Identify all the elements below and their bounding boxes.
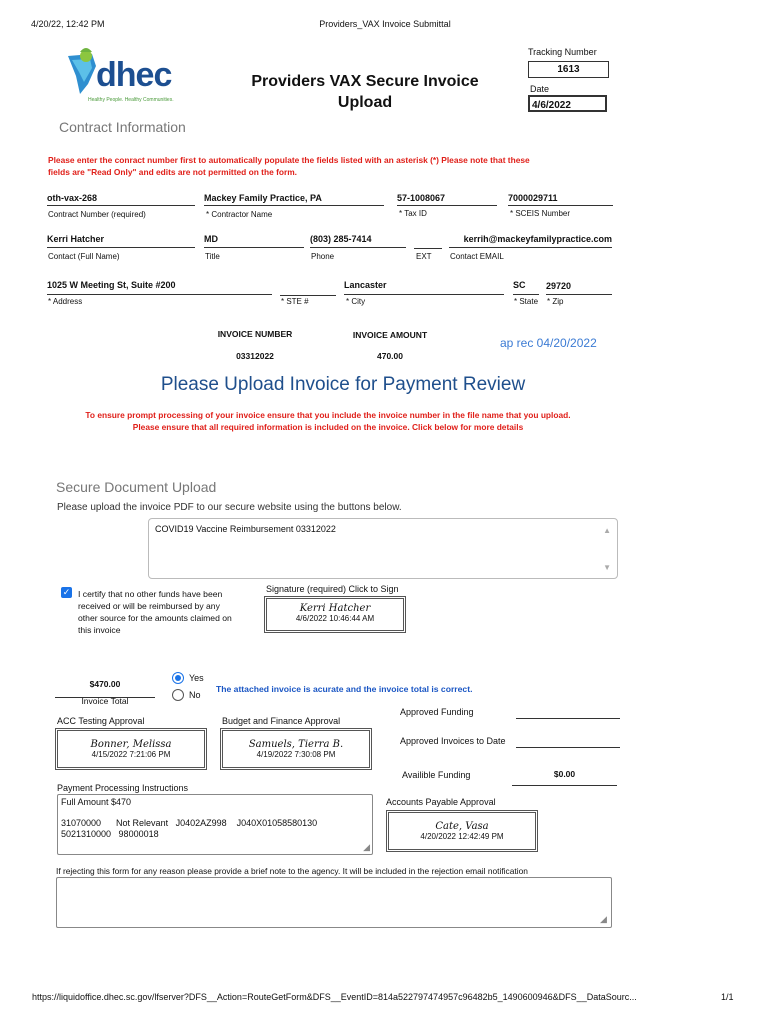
invoice-total-label: Invoice Total xyxy=(81,696,129,706)
no-radio[interactable] xyxy=(172,689,184,701)
rejection-resize-icon[interactable]: ◢ xyxy=(600,914,607,924)
acc-approval-box[interactable] xyxy=(55,728,207,770)
yes-radio[interactable] xyxy=(172,672,184,684)
payment-instructions-field[interactable]: Full Amount $470 31070000 Not Relevant J0402AZ998 J040X01058580130 5021310000 98000018 ◢ xyxy=(57,794,373,855)
approved-invoices-label: Approved Invoices to Date xyxy=(400,736,506,746)
signature-date: 4/6/2022 10:46:44 AM xyxy=(295,614,375,623)
contact-label: Contact (Full Name) xyxy=(48,252,120,261)
logo-wordmark: dhec xyxy=(96,56,172,94)
tax-id-field: 57-1008067 xyxy=(397,193,497,206)
scroll-up-icon[interactable]: ▲ xyxy=(603,526,611,535)
acc-approval-label: ACC Testing Approval xyxy=(57,716,145,726)
invoice-amount-label: INVOICE AMOUNT xyxy=(352,330,428,340)
state-field: SC xyxy=(513,280,539,295)
invoice-total-field: $470.00 xyxy=(55,679,155,698)
ext-label: EXT xyxy=(416,252,432,261)
signature-label: Signature (required) Click to Sign xyxy=(266,584,399,594)
acc-approval-date: 4/15/2022 7:21:06 PM xyxy=(91,750,171,759)
contract-number-label: Contract Number (required) xyxy=(48,210,146,219)
title-label: Title xyxy=(205,252,220,261)
title-field[interactable]: MD xyxy=(204,234,304,248)
signature-box[interactable] xyxy=(264,596,406,633)
payment-instructions-label: Payment Processing Instructions xyxy=(57,783,189,793)
budget-approval-label: Budget and Finance Approval xyxy=(222,716,341,726)
sceis-field: 7000029711 xyxy=(508,193,613,206)
ste-field xyxy=(280,280,336,296)
print-page-title: Providers_VAX Invoice Submittal xyxy=(319,19,451,29)
secure-upload-title: Secure Document Upload xyxy=(56,479,217,495)
invoice-number-label: INVOICE NUMBER xyxy=(217,329,293,339)
print-datetime: 4/20/22, 12:42 PM xyxy=(31,19,105,29)
upload-instruction-text: Please upload the invoice PDF to our secure website using the buttons below. xyxy=(57,502,402,513)
ap-rec-note: ap rec 04/20/2022 xyxy=(500,336,597,350)
rejection-label: If rejecting this form for any reason please provide a brief note to the agency. It will be included in the rejection email notification xyxy=(56,866,528,876)
resize-handle-icon[interactable]: ◢ xyxy=(363,842,370,852)
budget-approver-name: Samuels, Tierra B. xyxy=(248,739,344,750)
uploaded-files-list[interactable] xyxy=(148,518,618,579)
city-label: * City xyxy=(346,297,366,306)
contract-notice: Please enter the conract number first to automatically populate the fields listed with an asterisk (*) Please note that these fields are "Read Only" and edits are not permitted on the form. xyxy=(48,155,530,177)
invoice-number-value[interactable]: 03312022 xyxy=(236,351,274,361)
available-funding-field: $0.00 xyxy=(512,769,617,786)
scroll-down-icon[interactable]: ▼ xyxy=(603,563,611,572)
ap-approval-date: 4/20/2022 12:42:49 PM xyxy=(420,832,504,841)
signature-name: Kerri Hatcher xyxy=(299,603,371,614)
contractor-name-label: * Contractor Name xyxy=(206,210,273,219)
uploaded-file-entry[interactable]: COVID19 Vaccine Reimbursement 03312022 xyxy=(155,524,336,534)
no-label: No xyxy=(189,690,201,700)
budget-approval-date: 4/19/2022 7:30:08 PM xyxy=(256,750,336,759)
tracking-label: Tracking Number xyxy=(528,47,597,57)
email-field[interactable]: kerrih@mackeyfamilypractice.com xyxy=(449,234,612,248)
approved-funding-label: Approved Funding xyxy=(400,707,474,717)
tracking-number-field[interactable]: 1613 xyxy=(528,61,609,78)
approved-funding-field[interactable] xyxy=(516,706,620,719)
accuracy-statement: The attached invoice is acurate and the invoice total is correct. xyxy=(216,684,473,694)
page-title: Providers VAX Secure Invoice Upload xyxy=(251,73,479,111)
tax-id-label: * Tax ID xyxy=(399,209,427,218)
phone-label: Phone xyxy=(311,252,335,261)
yes-label: Yes xyxy=(189,673,204,683)
certify-checkbox[interactable]: ✓ xyxy=(62,587,71,597)
available-funding-label: Availible Funding xyxy=(402,770,471,780)
ste-label: * STE # xyxy=(281,297,309,306)
state-label: * State xyxy=(514,297,539,306)
contract-number-field[interactable]: oth-vax-268 xyxy=(47,193,195,206)
ap-approval-label: Accounts Payable Approval xyxy=(386,797,496,807)
zip-label: * Zip xyxy=(547,297,564,306)
date-label: Date xyxy=(530,84,550,94)
ap-approver-name: Cate, Vasa xyxy=(435,821,489,832)
zip-field: 29720 xyxy=(546,281,612,295)
address-label: * Address xyxy=(48,297,83,306)
approved-invoices-field[interactable] xyxy=(516,735,620,748)
contractor-name-field: Mackey Family Practice, PA xyxy=(204,193,384,206)
sceis-label: * SCEIS Number xyxy=(510,209,571,218)
rejection-note-field[interactable] xyxy=(56,877,612,928)
ap-approval-box[interactable] xyxy=(386,810,538,852)
date-field[interactable]: 4/6/2022 xyxy=(528,95,607,112)
upload-instructions: To ensure prompt processing of your invoice ensure that you include the invoice number in the file name that you upload. Please ensure that all required information is included on the invoice. Click below for more details xyxy=(85,410,571,432)
invoice-amount-value[interactable]: 470.00 xyxy=(377,351,403,361)
upload-heading: Please Upload Invoice for Payment Review xyxy=(160,374,526,395)
acc-approver-name: Bonner, Melissa xyxy=(90,739,172,750)
logo-tagline: Healthy People. Healthy Communities. xyxy=(88,97,174,103)
address-field: 1025 W Meeting St, Suite #200 xyxy=(47,280,272,295)
city-field: Lancaster xyxy=(344,280,504,295)
ext-field[interactable] xyxy=(414,234,442,249)
email-label: Contact EMAIL xyxy=(450,252,504,261)
contact-field[interactable]: Kerri Hatcher xyxy=(47,234,195,248)
budget-approval-box[interactable] xyxy=(220,728,372,770)
print-page-number: 1/1 xyxy=(721,992,734,1002)
contract-section-title: Contract Information xyxy=(59,119,186,135)
print-url: https://liquidoffice.dhec.sc.gov/lfserver?DFS__Action=RouteGetForm&DFS__EventID=814a522797474957c96482b5_1490600946&DFS__DataSourc... xyxy=(32,992,637,1002)
certify-text: I certify that no other funds have been received or will be reimbursed by any other source for the amounts claimed on this invoice xyxy=(78,589,232,635)
phone-field[interactable]: (803) 285-7414 xyxy=(310,234,406,248)
dhec-logo xyxy=(62,46,198,108)
